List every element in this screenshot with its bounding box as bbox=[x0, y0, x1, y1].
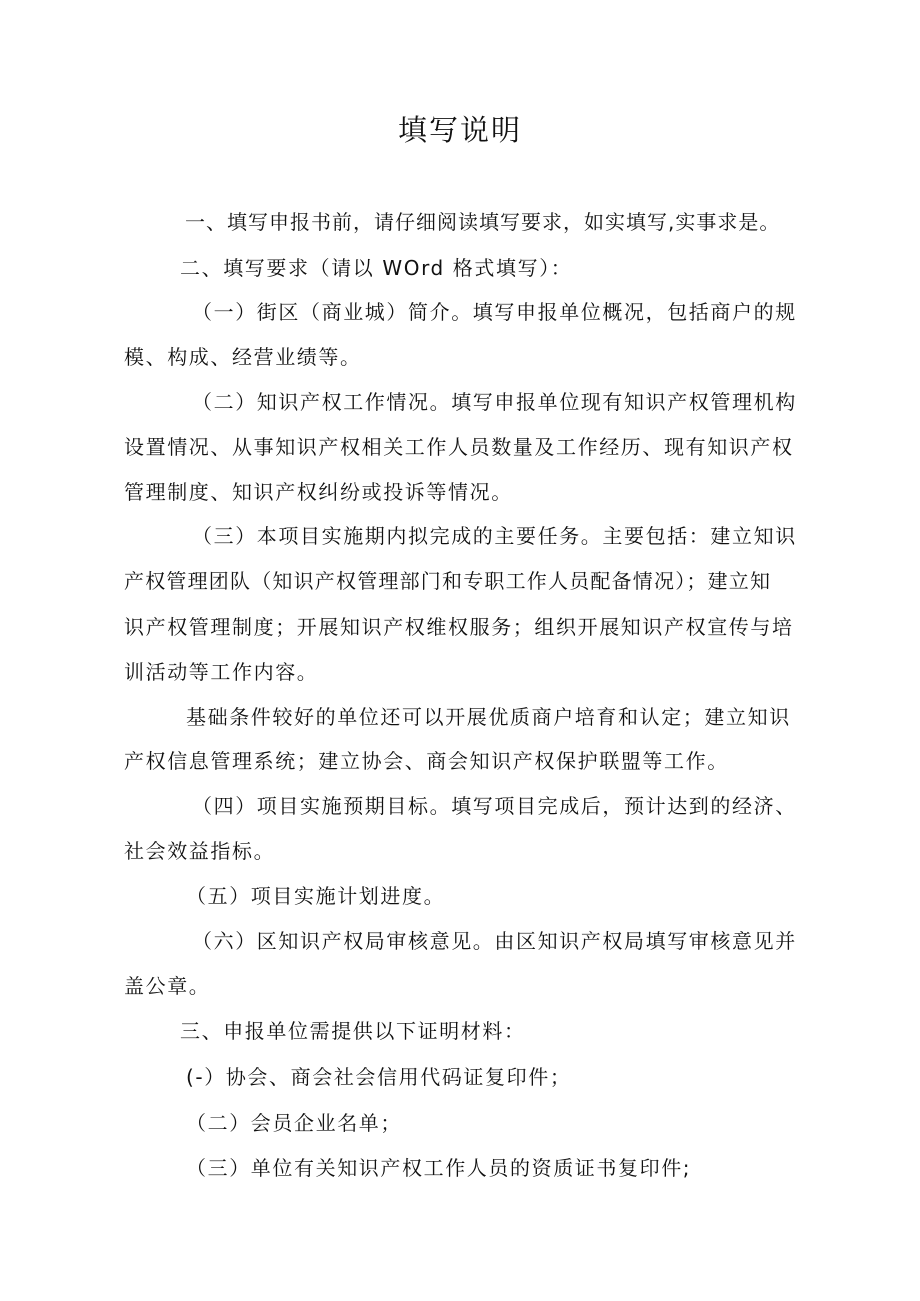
paragraph-line: （五）项目实施计划进度。 bbox=[186, 884, 446, 908]
paragraph-line: （一）街区（商业城）简介。填写申报单位概况，包括商户的规 bbox=[192, 300, 797, 324]
paragraph-line: 产权信息管理系统；建立协会、商会知识产权保护联盟等工作。 bbox=[124, 749, 729, 773]
paragraph-line: 管理制度、知识产权纠纷或投诉等情况。 bbox=[124, 480, 513, 504]
paragraph-line: 产权管理团队（知识产权管理部门和专职工作人员配备情况）；建立知 bbox=[124, 569, 772, 593]
paragraph-line: （四）项目实施预期目标。填写项目完成后，预计达到的经济、 bbox=[192, 794, 797, 818]
paragraph-line: 一、填写申报书前，请仔细阅读填写要求，如实填写,实事求是。 bbox=[185, 210, 781, 234]
page-title: 填写说明 bbox=[397, 113, 522, 147]
paragraph-line: 盖公章。 bbox=[124, 974, 211, 998]
paragraph-line: 训活动等工作内容。 bbox=[124, 660, 319, 684]
paragraph-line: （三）本项目实施期内拟完成的主要任务。主要包括：建立知识 bbox=[192, 524, 797, 548]
paragraph-line: 模、构成、经营业绩等。 bbox=[124, 345, 362, 369]
paragraph-line: 二、填写要求（请以 WOrd 格式填写）： bbox=[180, 256, 573, 280]
paragraph-line: 三、申报单位需提供以下证明材料： bbox=[180, 1019, 526, 1043]
paragraph-line: （二）知识产权工作情况。填写申报单位现有知识产权管理机构 bbox=[192, 390, 797, 414]
paragraph-line: 基础条件较好的单位还可以开展优质商户培育和认定；建立知识 bbox=[186, 705, 791, 729]
paragraph-line: （二）会员企业名单； bbox=[186, 1111, 402, 1135]
paragraph-line: 设置情况、从事知识产权相关工作人员数量及工作经历、现有知识产权 bbox=[124, 435, 794, 459]
paragraph-line: (-）协会、商会社会信用代码证复印件； bbox=[186, 1065, 572, 1089]
paragraph-line: （六）区知识产权局审核意见。由区知识产权局填写审核意见并 bbox=[192, 929, 797, 953]
paragraph-line: 社会效益指标。 bbox=[124, 839, 276, 863]
paragraph-line: （三）单位有关知识产权工作人员的资质证书复印件; bbox=[186, 1156, 692, 1180]
paragraph-line: 识产权管理制度；开展知识产权维权服务；组织开展知识产权宣传与培 bbox=[124, 615, 794, 639]
